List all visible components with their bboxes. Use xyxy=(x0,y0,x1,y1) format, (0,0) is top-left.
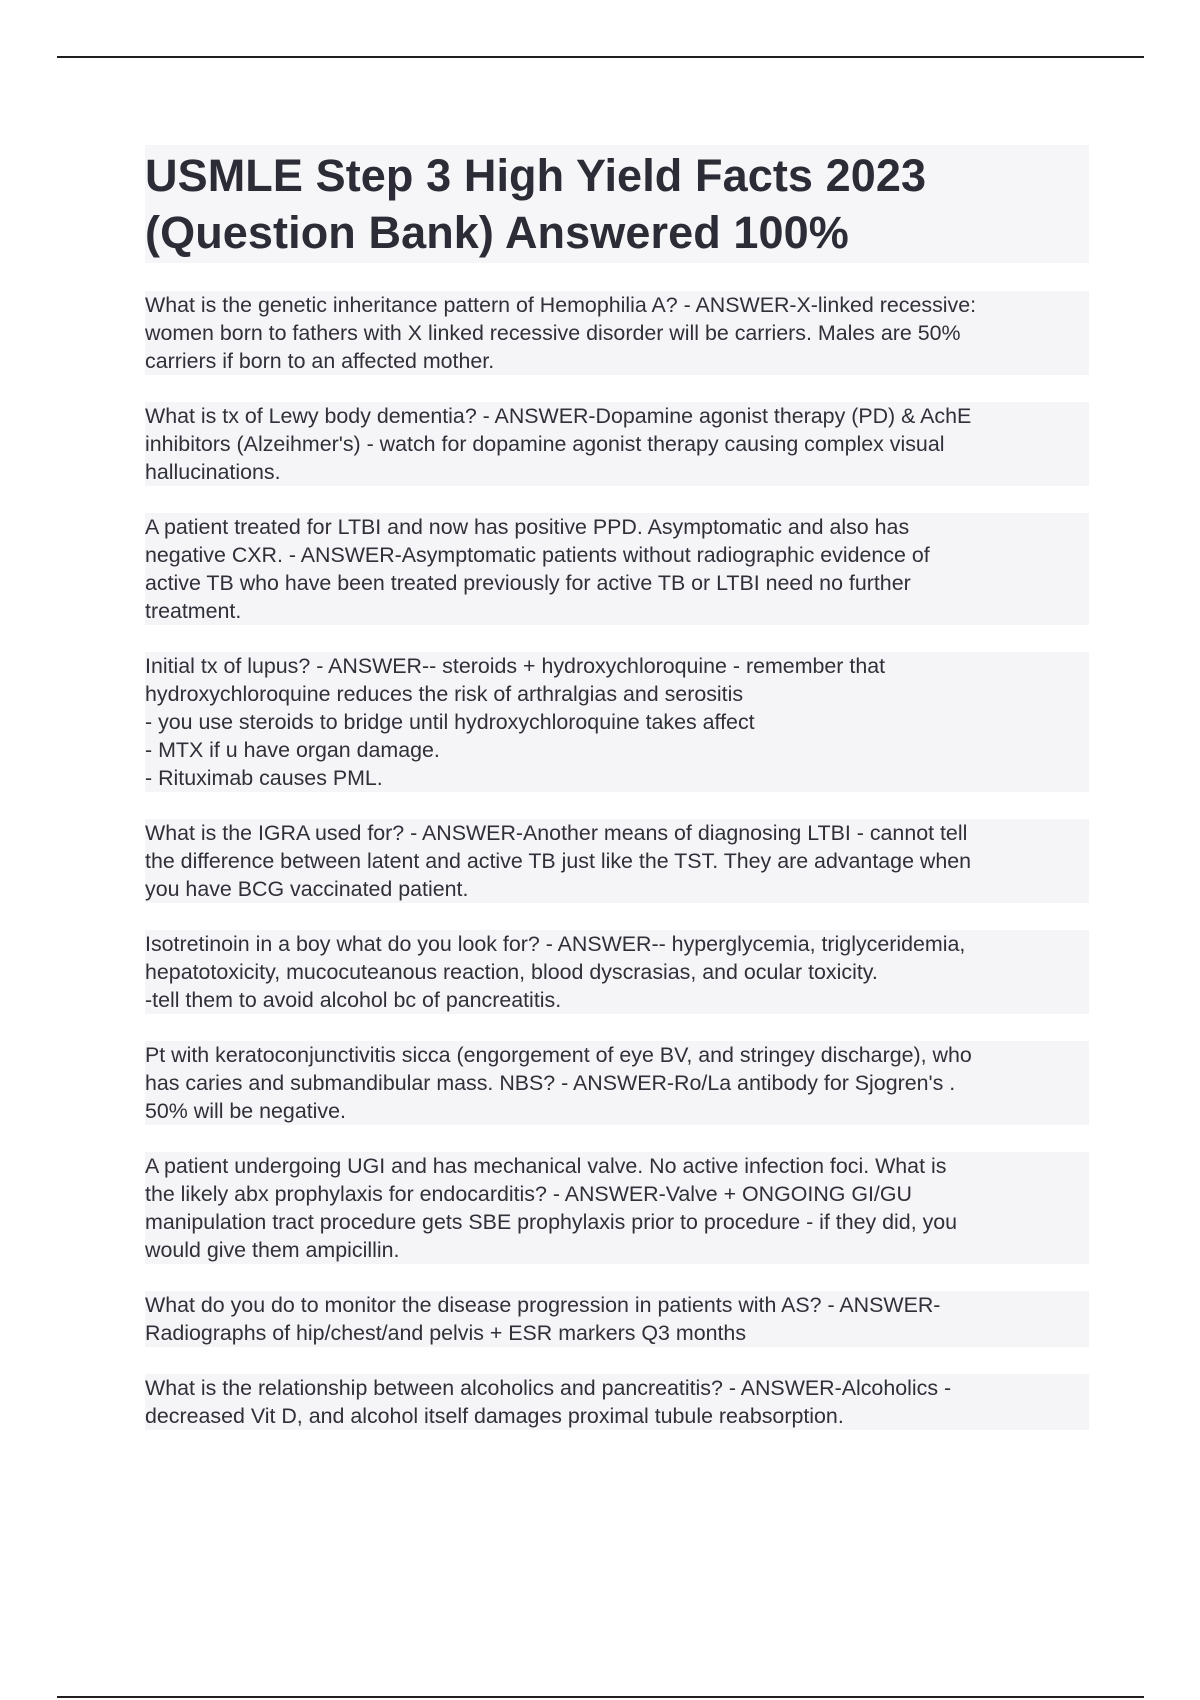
qa-list xyxy=(145,291,1089,1430)
qa-line: Isotretinoin in a boy what do you look for? - ANSWER-- hyperglycemia, triglyceridemia, xyxy=(145,930,1089,958)
qa-entry xyxy=(145,652,1089,792)
bottom-rule xyxy=(57,1696,1144,1698)
document-body xyxy=(145,145,1089,1457)
title-line: (Question Bank) Answered 100% xyxy=(145,207,849,258)
qa-line: has caries and submandibular mass. NBS? - ANSWER-Ro/La antibody for Sjogren's . xyxy=(145,1069,1089,1097)
qa-entry xyxy=(145,819,1089,903)
qa-entry xyxy=(145,1041,1089,1125)
qa-line: A patient undergoing UGI and has mechanical valve. No active infection foci. What is xyxy=(145,1152,1089,1180)
qa-line: manipulation tract procedure gets SBE prophylaxis prior to procedure - if they did, you xyxy=(145,1208,1089,1236)
qa-entry xyxy=(145,402,1089,486)
qa-line: hepatotoxicity, mucocuteanous reaction, blood dyscrasias, and ocular toxicity. xyxy=(145,958,1089,986)
qa-entry xyxy=(145,1291,1089,1347)
qa-entry xyxy=(145,1374,1089,1430)
qa-line: - Rituximab causes PML. xyxy=(145,764,1089,792)
qa-entry xyxy=(145,1152,1089,1264)
qa-entry xyxy=(145,513,1089,625)
qa-line: - MTX if u have organ damage. xyxy=(145,736,1089,764)
document-title xyxy=(145,145,1089,263)
qa-line: the likely abx prophylaxis for endocarditis? - ANSWER-Valve + ONGOING GI/GU xyxy=(145,1180,1089,1208)
qa-line: treatment. xyxy=(145,597,1089,625)
qa-line: active TB who have been treated previously for active TB or LTBI need no further xyxy=(145,569,1089,597)
title-line: USMLE Step 3 High Yield Facts 2023 xyxy=(145,150,927,201)
qa-line: A patient treated for LTBI and now has positive PPD. Asymptomatic and also has xyxy=(145,513,1089,541)
qa-line: you have BCG vaccinated patient. xyxy=(145,875,1089,903)
qa-line: negative CXR. - ANSWER-Asymptomatic patients without radiographic evidence of xyxy=(145,541,1089,569)
qa-line: hallucinations. xyxy=(145,458,1089,486)
qa-line: What is tx of Lewy body dementia? - ANSWER-Dopamine agonist therapy (PD) & AchE xyxy=(145,402,1089,430)
qa-line: Initial tx of lupus? - ANSWER-- steroids + hydroxychloroquine - remember that xyxy=(145,652,1089,680)
qa-line: What is the IGRA used for? - ANSWER-Another means of diagnosing LTBI - cannot tell xyxy=(145,819,1089,847)
qa-line: What do you do to monitor the disease progression in patients with AS? - ANSWER- xyxy=(145,1291,1089,1319)
qa-line: would give them ampicillin. xyxy=(145,1236,1089,1264)
qa-line: carriers if born to an affected mother. xyxy=(145,347,1089,375)
qa-line: inhibitors (Alzeihmer's) - watch for dopamine agonist therapy causing complex visual xyxy=(145,430,1089,458)
qa-line: 50% will be negative. xyxy=(145,1097,1089,1125)
qa-line: What is the relationship between alcoholics and pancreatitis? - ANSWER-Alcoholics - xyxy=(145,1374,1089,1402)
qa-line: women born to fathers with X linked recessive disorder will be carriers. Males are 50% xyxy=(145,319,1089,347)
qa-line: - you use steroids to bridge until hydroxychloroquine takes affect xyxy=(145,708,1089,736)
qa-line: Radiographs of hip/chest/and pelvis + ESR markers Q3 months xyxy=(145,1319,1089,1347)
top-rule xyxy=(57,56,1144,58)
qa-line: the difference between latent and active TB just like the TST. They are advantage when xyxy=(145,847,1089,875)
qa-entry xyxy=(145,930,1089,1014)
qa-line: hydroxychloroquine reduces the risk of arthralgias and serositis xyxy=(145,680,1089,708)
qa-line: decreased Vit D, and alcohol itself damages proximal tubule reabsorption. xyxy=(145,1402,1089,1430)
qa-line: Pt with keratoconjunctivitis sicca (engorgement of eye BV, and stringey discharge), who xyxy=(145,1041,1089,1069)
qa-line: -tell them to avoid alcohol bc of pancreatitis. xyxy=(145,986,1089,1014)
qa-entry xyxy=(145,291,1089,375)
qa-line: What is the genetic inheritance pattern of Hemophilia A? - ANSWER-X-linked recessive: xyxy=(145,291,1089,319)
